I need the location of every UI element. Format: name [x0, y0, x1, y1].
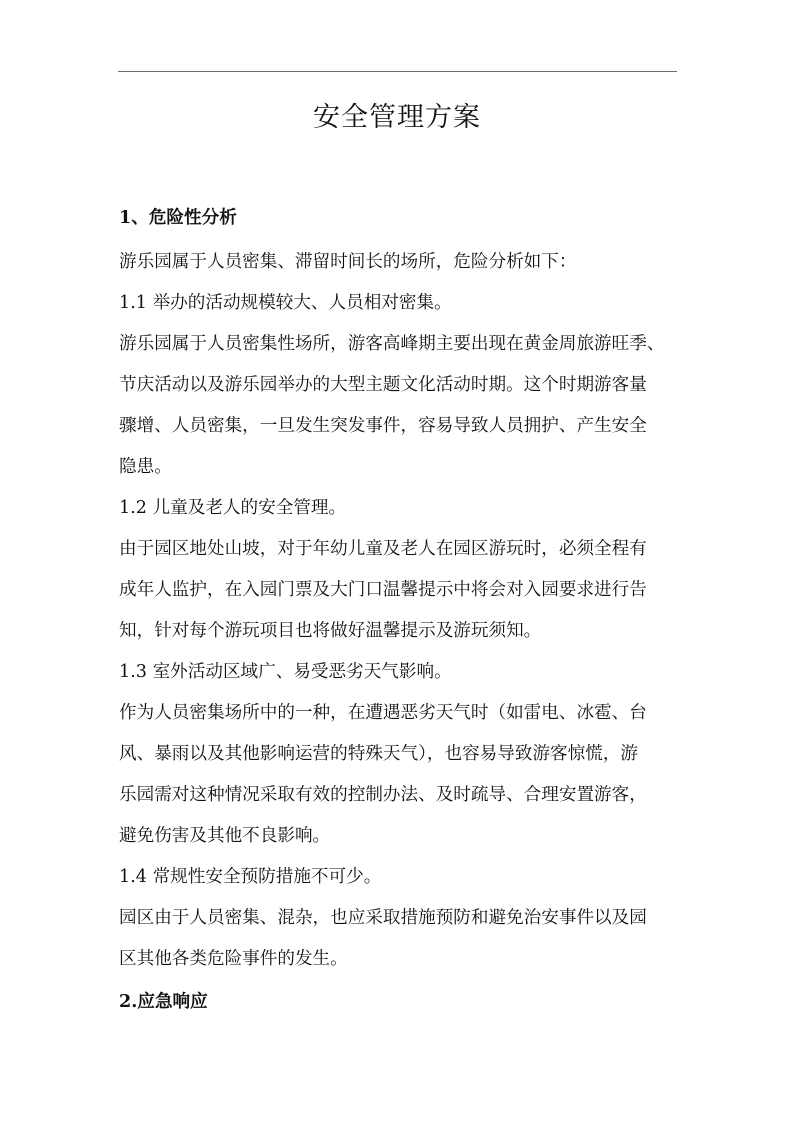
section-1-1-heading: 1.1 举办的活动规模较大、人员相对密集。 — [119, 293, 452, 313]
section-1-heading: 1、危险性分析 — [119, 207, 237, 228]
paragraph-line: 游乐园属于人员密集性场所，游客高峰期主要出现在黄金周旅游旺季、 — [119, 334, 665, 354]
section-1-4-heading: 1.4 常规性安全预防措施不可少。 — [119, 867, 382, 887]
header-rule — [118, 71, 677, 72]
section-1-intro: 游乐园属于人员密集、滞留时间长的场所，危险分析如下： — [119, 252, 577, 272]
paragraph-line: 成年人监护，在入园门票及大门口温馨提示中将会对入园要求进行告 — [119, 580, 647, 600]
paragraph-line: 隐患。 — [119, 457, 172, 477]
paragraph-line: 避免伤害及其他不良影响。 — [119, 826, 331, 846]
paragraph-line: 作为人员密集场所中的一种，在遭遇恶劣天气时（如雷电、冰雹、台 — [119, 703, 647, 723]
paragraph-line: 园区由于人员密集、混杂，也应采取措施预防和避免治安事件以及园 — [119, 908, 647, 928]
paragraph-line: 乐园需对这种情况采取有效的控制办法、及时疏导、合理安置游客， — [119, 785, 647, 805]
section-1-3-heading: 1.3 室外活动区域广、易受恶劣天气影响。 — [119, 662, 452, 682]
paragraph-line: 骤增、人员密集，一旦发生突发事件，容易导致人员拥护、产生安全 — [119, 416, 647, 436]
paragraph-line: 由于园区地处山坡，对于年幼儿童及老人在园区游玩时，必须全程有 — [119, 539, 647, 559]
section-2-heading: 2.应急响应 — [119, 991, 208, 1012]
paragraph-line: 节庆活动以及游乐园举办的大型主题文化活动时期。这个时期游客量 — [119, 375, 647, 395]
paragraph-line: 知，针对每个游玩项目也将做好温馨提示及游玩须知。 — [119, 621, 542, 641]
paragraph-line: 风、暴雨以及其他影响运营的特殊天气），也容易导致游客惊慌，游 — [119, 744, 639, 764]
paragraph-line: 区其他各类危险事件的发生。 — [119, 949, 348, 969]
section-1-2-heading: 1.2 儿童及老人的安全管理。 — [119, 498, 347, 518]
document-title: 安全管理方案 — [313, 102, 481, 133]
